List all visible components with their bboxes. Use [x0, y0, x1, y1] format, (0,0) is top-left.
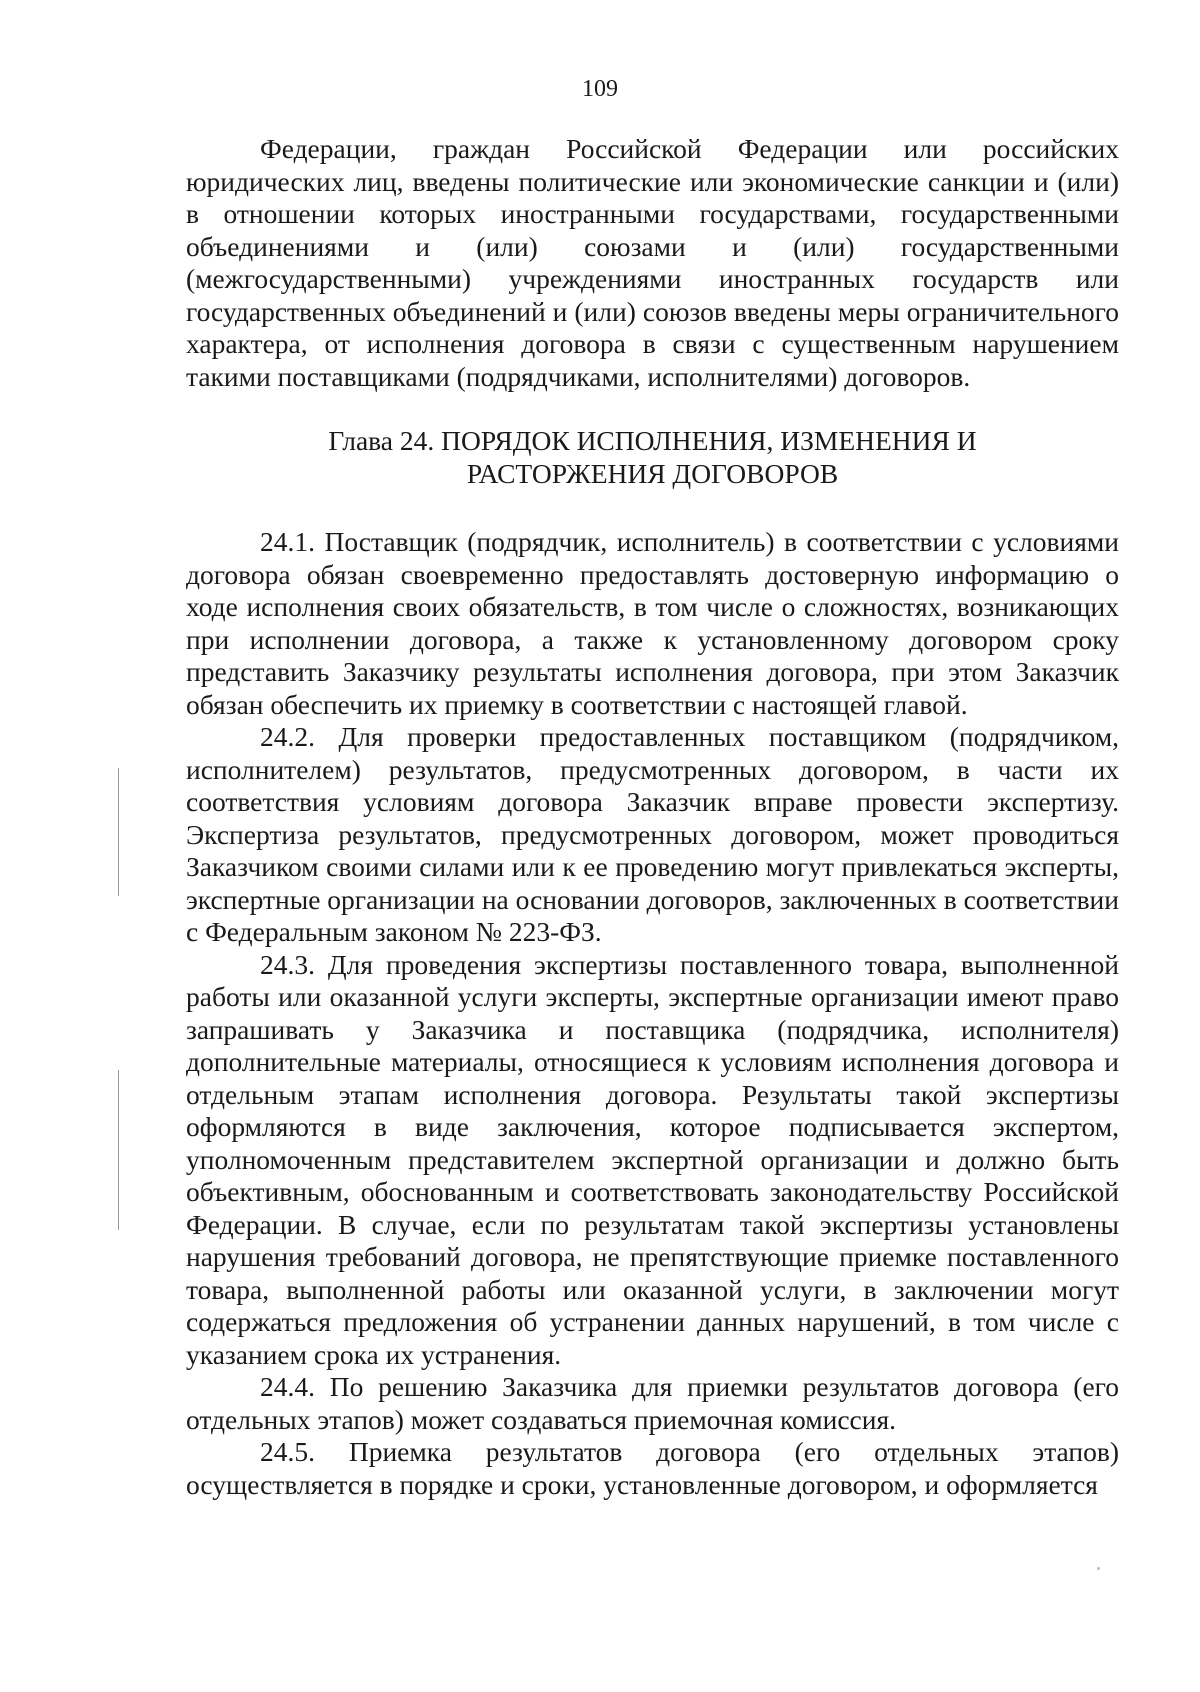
chapter-title-line-2: РАСТОРЖЕНИЯ ДОГОВОРОВ: [466, 457, 839, 489]
clause-24-5: [186, 1436, 1119, 1501]
clause-number: 24.2.: [260, 721, 315, 752]
clause-text: По решению Заказчика для приемки результатов договора (его отдельных этапов) может создаваться приемочная комиссия.: [186, 1371, 1120, 1435]
clause-text: Поставщик (подрядчик, исполнитель) в соответствии с условиями договора обязан своевременно предоставлять достоверную информацию о ходе исполнения своих обязательств, в том числе о сложностях, возникающих при исполнении договора, а также к установленному договором сроку представить Заказчику результаты исполнения договора, при этом Заказчик обязан обеспечить их приемку в соответствии с настоящей главой.: [186, 526, 1119, 720]
scan-speck: [1097, 1567, 1100, 1570]
clause-24-3: [186, 949, 1119, 1372]
clause-number: 24.4.: [260, 1371, 315, 1402]
scan-margin-mark: [118, 1070, 119, 1230]
page-number: 109: [582, 76, 618, 102]
clause-24-2: [186, 721, 1119, 949]
chapter-title-line-1: Глава 24. ПОРЯДОК ИСПОЛНЕНИЯ, ИЗМЕНЕНИЯ И: [328, 425, 977, 456]
clause-number: 24.5.: [260, 1436, 315, 1467]
clause-number: 24.3.: [260, 948, 315, 980]
clause-24-4: [186, 1371, 1119, 1436]
scan-margin-mark: [118, 768, 119, 896]
clause-24-1: [186, 526, 1119, 721]
clause-text: Для проверки предоставленных поставщиком (подрядчиком, исполнителем) результатов, предусмотренных договором, в части их соответствия условиям договора Заказчик вправе провести экспертизу. Экспертиза результатов, предусмотренных договором, может проводиться Заказчиком своими силами или к ее проведению могут привлекаться эксперты, экспертные организации на основании договоров, заключенных в соответствии с Федеральным законом № 223-ФЗ.: [186, 721, 1119, 947]
intro-paragraph: Федерации, граждан Российской Федерации или российских юридических лиц, введены политические или экономические санкции и (или) в отношении которых иностранными государствами, государственными объединениями и (или) союзами и (или) государственными (межгосударственными) учреждениями иностранных государств или государственных объединений и (или) союзов введены меры ограничительного характера, от исполнения договора в связи с существенным нарушением такими поставщиками (подрядчиками, исполнителями) договоров.: [186, 133, 1119, 392]
clause-text: Для проведения экспертизы поставленного товара, выполненной работы или оказанной услуги эксперты, экспертные организации имеют право запрашивать у Заказчика и поставщика (подрядчика, исполнителя) дополнительные материалы, относящиеся к условиям исполнения договора и отдельным этапам исполнения договора. Результаты такой экспертизы оформляются в виде заключения, которое подписывается экспертом, уполномоченным представителем экспертной организации и должно быть объективным, обоснованным и соответствовать законодательству Российской Федерации. В случае, если по результатам такой экспертизы установлены нарушения требований договора, не препятствующие приемке поставленного товара, выполненной работы или оказанной услуги, в заключении могут содержаться предложения об устранении данных нарушений, в том числе с указанием срока их устранения.: [186, 948, 1120, 1370]
document-body: [186, 133, 1119, 1501]
clause-text: Приемка результатов договора (его отдельных этапов) осуществляется в порядке и сроки, установленные договором, и оформляется: [186, 1436, 1120, 1500]
chapter-heading: [186, 425, 1119, 490]
clause-number: 24.1.: [260, 526, 315, 557]
